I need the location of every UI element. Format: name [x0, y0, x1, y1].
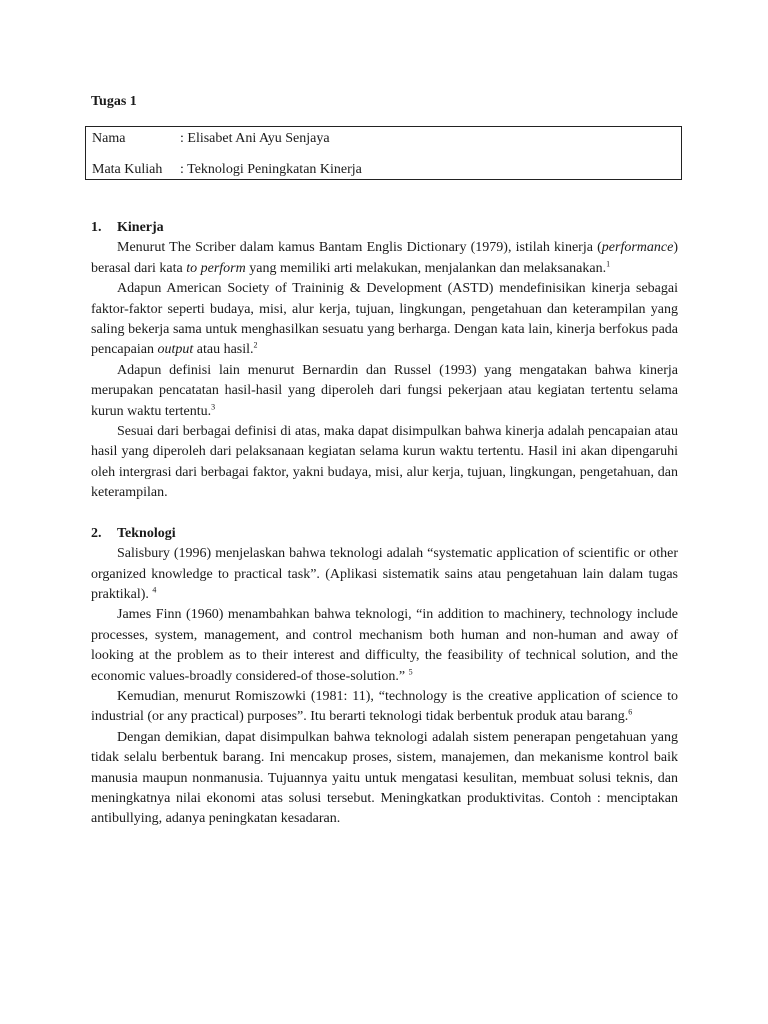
paragraph [91, 544, 678, 605]
paragraph [91, 279, 678, 361]
text-run: ) berasal dari kata [91, 240, 678, 276]
footnote-ref[interactable]: 4 [152, 585, 157, 595]
section-teknologi [91, 524, 678, 830]
document-body [91, 218, 678, 850]
paragraph: Sesuai dari berbagai definisi di atas, maka dapat disimpulkan bahwa kinerja adalah pencapaian atau hasil yang diperoleh dari pelaksanaan kegiatan selama kurun waktu tertentu. Hasil ini akan dipengaruhi oleh intergrasi dari berbagai faktor, yakni budaya, misi, alur kerja, tujuan, lingkungan, pengetahuan, dan keterampilan. [91, 424, 678, 501]
text-run: Kemudian, menurut Romiszowki (1981: 11), “technology is the creative application of science to industrial (or any practical) purposes”. Itu berarti teknologi tidak berbentuk produk atau barang. [91, 688, 678, 725]
paragraph [91, 687, 678, 728]
text-run: Salisbury (1996) menjelaskan bahwa teknologi adalah “systematic application of scientific or other organized knowledge to practical task”. (Aplikasi sistematik sains atau pengetahuan lain dalam tugas praktikal). [91, 546, 678, 602]
course-value: : Teknologi Peningkatan Kinerja [180, 162, 362, 177]
footnote-ref[interactable]: 2 [253, 340, 258, 350]
section-heading [91, 524, 678, 544]
name-row [92, 131, 330, 147]
section-kinerja [91, 218, 678, 504]
course-row [92, 162, 362, 178]
text-run: yang memiliki arti melakukan, menjalankan dan melaksanakan. [245, 260, 607, 276]
italic-term: performance [601, 240, 674, 256]
document-title: Tugas 1 [91, 94, 137, 109]
text-run: Adapun definisi lain menurut Bernardin dan Russel (1993) yang mengatakan bahwa kinerja merupakan pencatatan hasil-hasil yang diperoleh dari fungsi pekerjaan atau kegiatan tertentu selama kurun waktu tertentu. [91, 362, 678, 419]
section-title: Kinerja [117, 220, 164, 235]
paragraph [91, 361, 678, 422]
footnote-ref[interactable]: 6 [628, 707, 633, 717]
footnote-ref[interactable]: 3 [211, 402, 216, 411]
name-label: Nama [92, 131, 126, 146]
section-number: 1. [91, 220, 102, 235]
section-heading [91, 218, 678, 238]
paragraph: Dengan demikian, dapat disimpulkan bahwa teknologi adalah sistem penerapan pengetahuan yang tidak selalu berbentuk barang. Ini mencakup proses, sistem, manajemen, dan mekanisme kontrol baik manusia maupun nonmanusia. Tujuannya yaitu untuk mengatasi kesulitan, membuat solusi teknis, dan meningkatnya nilai ekonomi atas solusi tersebut. Meningkatkan produktivitas. Contoh : menciptakan antibullying, adanya peningkatan kesadaran. [91, 729, 678, 827]
text-run: Menurut The Scriber dalam kamus Bantam Englis Dictionary (1979), istilah kinerja ( [117, 240, 602, 256]
text-run: Adapun American Society of Traininig & Development (ASTD) mendefinisikan kinerja sebagai faktor-faktor seperti budaya, misi, alur kerja, tujuan, lingkungan, pengetahuan dan keterampilan yang saling bekerja sama untuk menghasilkan sesuatu yang berharga. Dengan kata lain, kinerja berfokus pada pencapaian [91, 281, 678, 358]
italic-term: output [157, 342, 194, 358]
paragraph [91, 238, 678, 279]
footnote-ref[interactable]: 1 [606, 259, 611, 269]
text-run: James Finn (1960) menambahkan bahwa teknologi, “in addition to machinery, technology include processes, system, management, and control mechanism both human and non-human and away of looking at the problem as to their interest and difficulty, the feasibility of technical solution, and the economic values-broadly considered-of those-solution.” [91, 607, 678, 684]
footnote-ref[interactable]: 5 [408, 666, 413, 676]
italic-term: to perform [186, 260, 246, 276]
paragraph [91, 605, 678, 687]
student-info-box [85, 126, 682, 180]
section-number: 2. [91, 525, 102, 541]
section-title: Teknologi [117, 525, 176, 541]
course-label: Mata Kuliah [92, 162, 163, 177]
text-run: atau hasil. [193, 342, 254, 358]
name-value: : Elisabet Ani Ayu Senjaya [180, 131, 330, 146]
